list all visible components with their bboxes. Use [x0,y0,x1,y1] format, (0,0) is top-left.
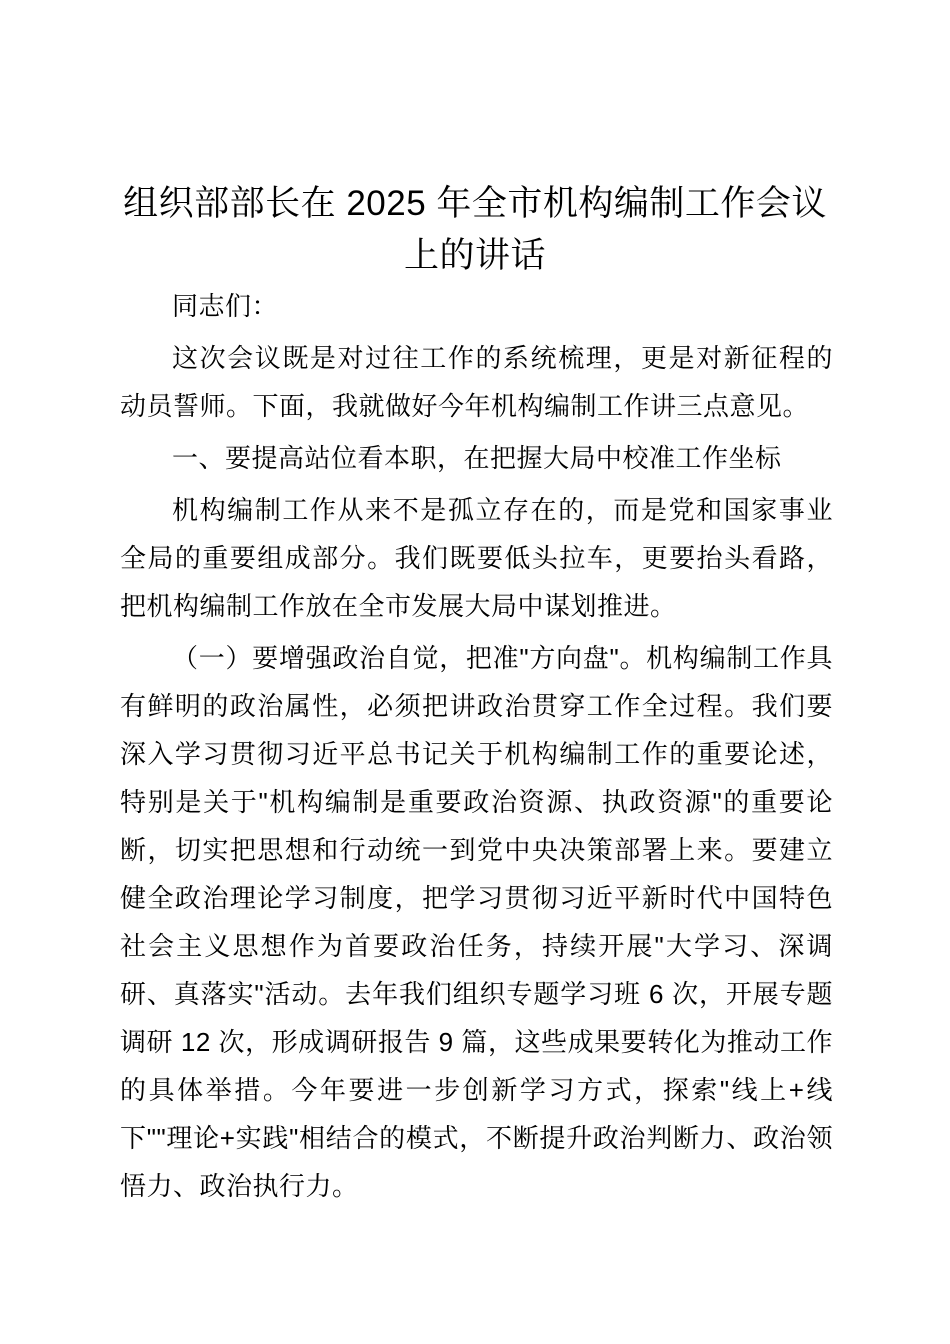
salutation: 同志们： [172,291,279,321]
paragraph-intro: 这次会议既是对过往工作的系统梳理，更是对新征程的动员誓师。下面，我就做好今年机构编制工作讲三点意见。 [120,343,833,421]
document-body [0,282,950,1210]
paragraph-point-1: （一）要增强政治自觉，把准"方向盘"。机构编制工作具有鲜明的政治属性，必须把讲政治贯穿工作全过程。我们要深入学习贯彻习近平总书记关于机构编制工作的重要论述，特别是关于"机构编制是重要政治资源、执政资源"的重要论断，切实把思想和行动统一到党中央决策部署上来。要建立健全政治理论学习制度，把学习贯彻习近平新时代中国特色社会主义思想作为首要政治任务，持续开展"大学习、深调研、真落实"活动。去年我们组织专题学习班 6 次，开展专题调研 12 次，形成调研报告 9 篇，这些成果要转化为推动工作的具体举措。今年要进一步创新学习方式，探索"线上+线下""理论+实践"相结合的模式，不断提升政治判断力、政治领悟力、政治执行力。 [120,643,833,1201]
document-title-line-2: 上的讲话 [403,236,546,275]
document-title [55,178,895,282]
document-title-line-1: 组织部部长在 2025 年全市机构编制工作会议 [123,184,827,223]
paragraph-section1-lead: 机构编制工作从来不是孤立存在的，而是党和国家事业全局的重要组成部分。我们既要低头拉车，更要抬头看路，把机构编制工作放在全市发展大局中谋划推进。 [120,495,833,621]
section-heading-1: 一、要提高站位看本职，在把握大局中校准工作坐标 [172,443,782,473]
